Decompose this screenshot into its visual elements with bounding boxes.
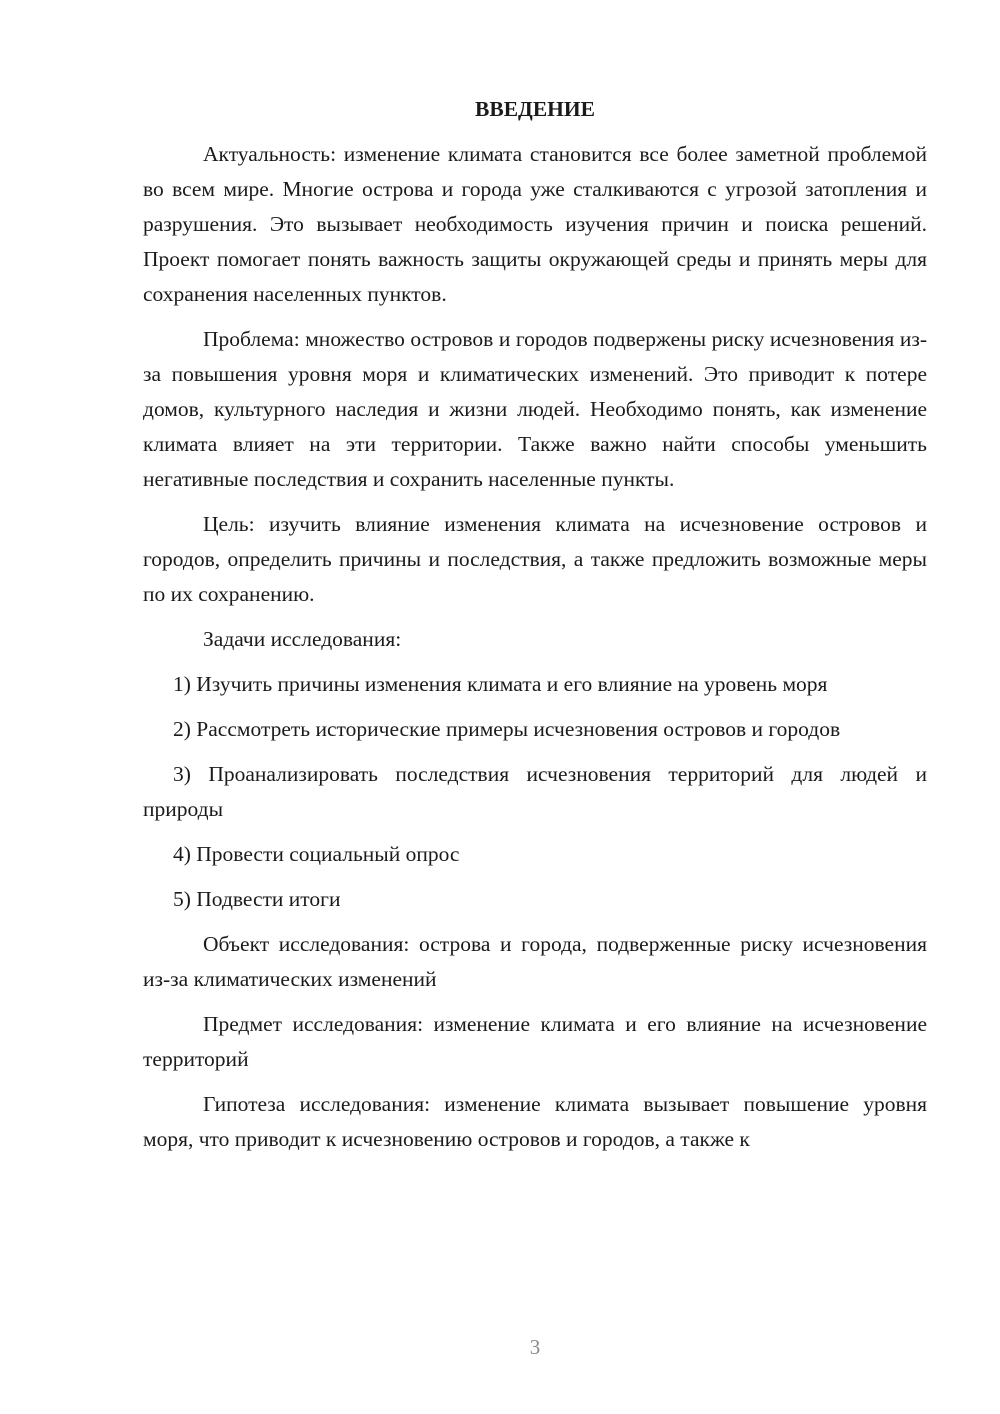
task-item: 5) Подвести итоги [173,887,341,911]
paragraph-subject: Предмет исследования: изменение климата и его влияние на исчезновение территорий [143,1012,927,1071]
task-item: 1) Изучить причины изменения климата и его влияние на уровень моря [173,672,828,696]
task-item: 4) Провести социальный опрос [173,842,460,866]
paragraph-tasks-heading: Задачи исследования: [203,627,402,651]
task-item: 3) Проанализировать последствия исчезновения территорий для людей и природы [143,762,927,821]
paragraph-relevance: Актуальность: изменение климата становится все более заметной проблемой во всем мире. Многие острова и города уже сталкиваются с угрозой затопления и разрушения. Это вызывает необходимость изучения причин и поиска решений. Проект помогает понять важность защиты окружающей среды и принять меры для сохранения населенных пунктов. [143,142,927,306]
page-number: 3 [529,1335,541,1359]
task-item: 2) Рассмотреть исторические примеры исчезновения островов и городов [173,717,841,741]
document-body [143,92,927,1167]
paragraph-goal: Цель: изучить влияние изменения климата на исчезновение островов и городов, определить причины и последствия, а также предложить возможные меры по их сохранению. [143,512,927,606]
paragraph-hypothesis: Гипотеза исследования: изменение климата вызывает повышение уровня моря, что приводит к исчезновению островов и городов, а также к [143,1092,927,1151]
section-title: ВВЕДЕНИЕ [475,97,595,121]
paragraph-problem: Проблема: множество островов и городов подвержены риску исчезновения из-за повышения уровня моря и климатических изменений. Это приводит к потере домов, культурного наследия и жизни людей. Необходимо понять, как изменение климата влияет на эти территории. Также важно найти способы уменьшить негативные последствия и сохранить населенные пункты. [143,327,927,491]
paragraph-object: Объект исследования: острова и города, подверженные риску исчезновения из-за климатических изменений [143,932,927,991]
